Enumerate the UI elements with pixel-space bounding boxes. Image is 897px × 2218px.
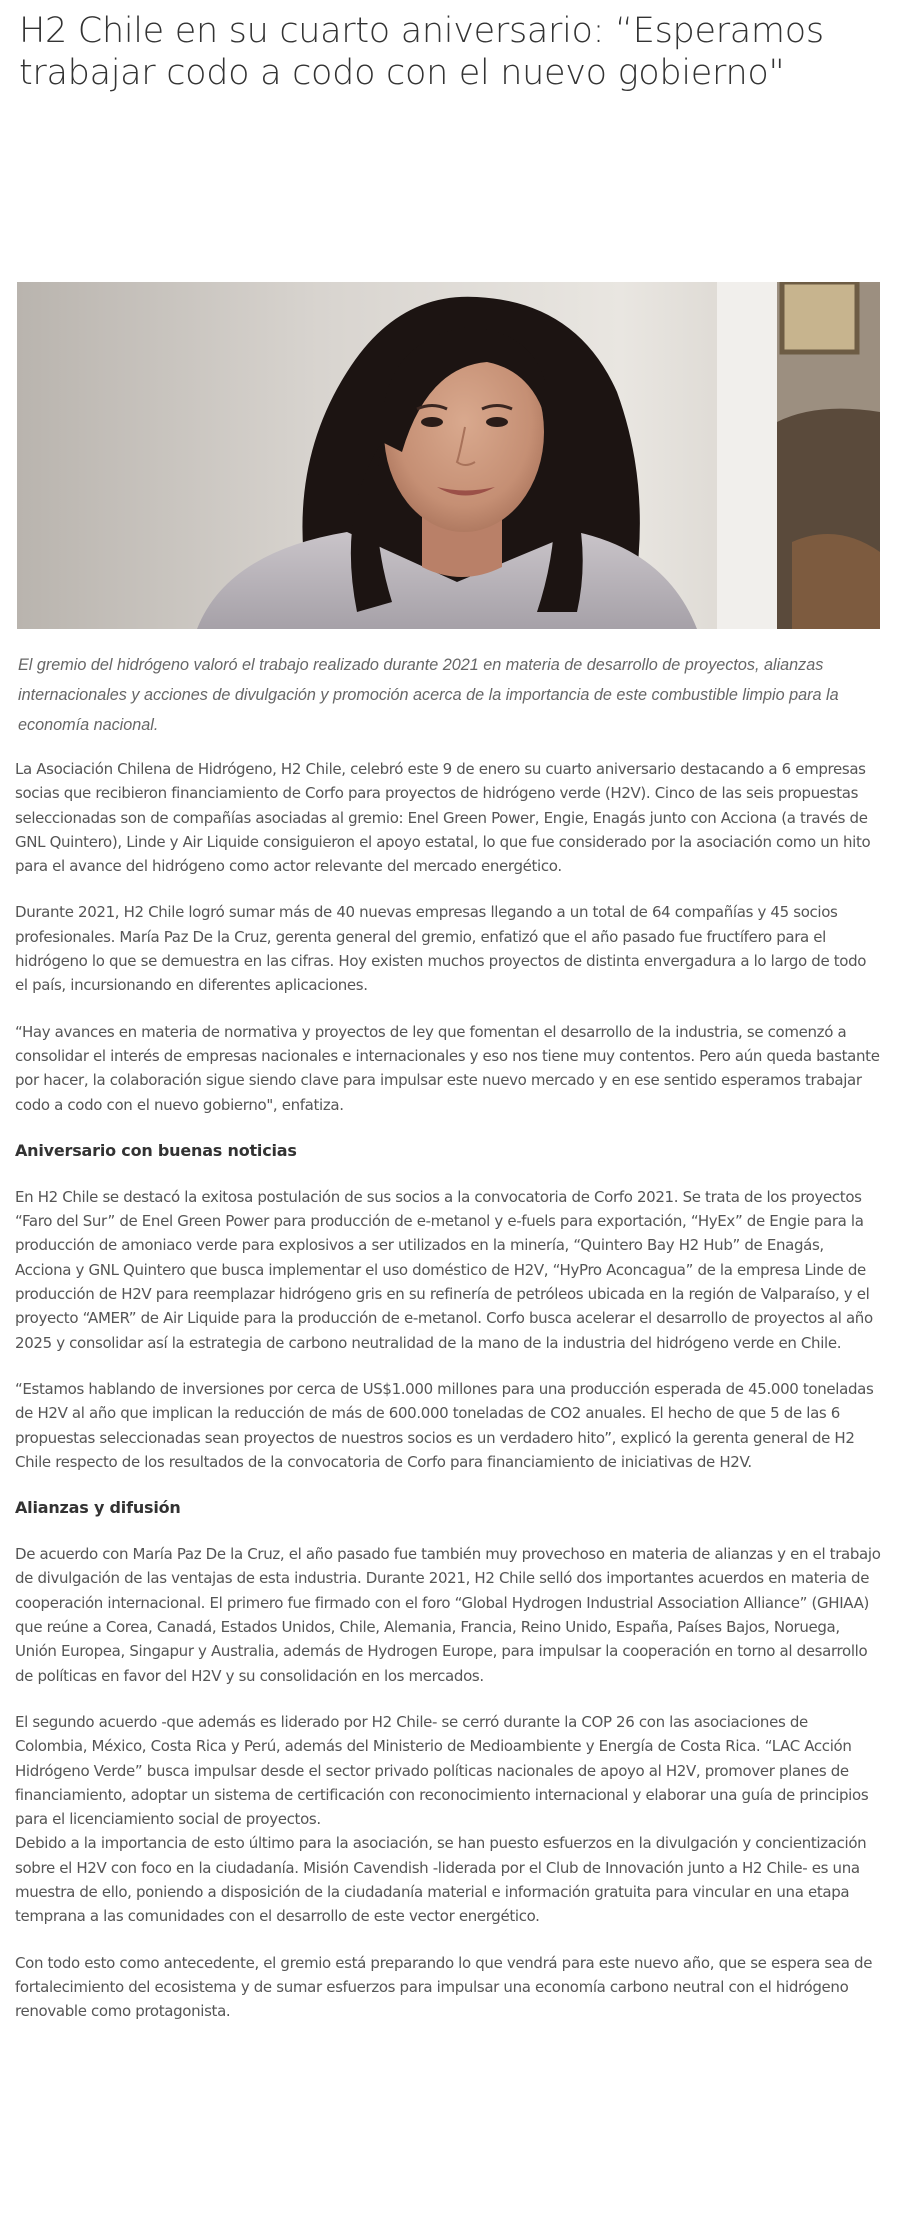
paragraph: Durante 2021, H2 Chile logró sumar más de 40 nuevas empresas llegando a un total de 64 compañías y 45 socios profesionales. María Paz De la Cruz, gerenta general del gremio, enfatizó que el año pasado fue fructífero para el hidrógeno lo que se demuestra en las cifras. Hoy existen muchos proyectos de distinta envergadura a lo largo de todo el país, incursionando en diferentes aplicaciones. xyxy=(15,903,867,995)
paragraph: Con todo esto como antecedente, el gremio está preparando lo que vendrá para este nuevo año, que se espera sea de fortalecimiento del ecosistema y de sumar esfuerzos para impulsar una economía carbono neutral con el hidrógeno renovable como protagonista. xyxy=(15,1953,873,2021)
portrait-image xyxy=(17,282,880,629)
paragraph: “Hay avances en materia de normativa y proyectos de ley que fomentan el desarrollo de la industria, se comenzó a consolidar el interés de empresas nacionales e internacionales y eso nos tiene muy contentos. Pero aún queda bastante por hacer, la colaboración sigue siendo clave para impulsar este nuevo mercado y en ese sentido esperamos trabajar codo a codo con el nuevo gobierno", enfatiza. xyxy=(15,1022,880,1114)
photo-caption: El gremio del hidrógeno valoró el trabajo realizado durante 2021 en materia de desarrollo de proyectos, alianzas internacionales y acciones de divulgación y promoción acerca de la importancia de este combustible limpio para la economía nacional. xyxy=(18,656,839,734)
paragraph: “Estamos hablando de inversiones por cerca de US$1.000 millones para una producción esperada de 45.000 toneladas de H2V al año que implican la reducción de más de 600.000 toneladas de CO2 anuales. El hecho de que 5 de las 6 propuestas seleccionadas sean proyectos de nuestros socios es un verdadero hito”, explicó la gerenta general de H2 Chile respecto de los resultados de la convocatoria de Corfo para financiamiento de iniciativas de H2V. xyxy=(15,1379,874,1471)
paragraph: Debido a la importancia de esto último para la asociación, se han puesto esfuerzos en la divulgación y concientización sobre el H2V con foco en la ciudadanía. Misión Cavendish -liderada por el Club de Innovación junto a H2 Chile- es una muestra de ello, poniendo a disposición de la ciudadanía material e información gratuita para vincular en una etapa temprana a las comunidades con el desarrollo de este vector energético. xyxy=(15,1834,867,1926)
article-photo xyxy=(17,282,880,629)
paragraph: El segundo acuerdo -que además es liderado por H2 Chile- se cerró durante la COP 26 con las asociaciones de Colombia, México, Costa Rica y Perú, además del Ministerio de Medioambiente y Energía de Costa Rica. “LAC Acción Hidrógeno Verde” busca impulsar desde el sector privado políticas nacionales de apoyo al H2V, promover planes de financiamiento, adoptar un sistema de certificación con reconocimiento internacional y elaborar una guía de principios para el licenciamiento social de proyectos. xyxy=(15,1712,869,1829)
section-heading-alianzas: Alianzas y difusión xyxy=(15,1498,181,1518)
paragraph: De acuerdo con María Paz De la Cruz, el año pasado fue también muy provechoso en materia de alianzas y en el trabajo de divulgación de las ventajas de esta industria. Durante 2021, H2 Chile selló dos importantes acuerdos en materia de cooperación internacional. El primero fue firmado con el foro “Global Hydrogen Industrial Association Alliance” (GHIAA) que reúne a Corea, Canadá, Estados Unidos, Chile, Alemania, Francia, Reino Unido, España, Países Bajos, Noruega, Unión Europea, Singapur y Australia, además de Hydrogen Europe, para impulsar la cooperación en torno al desarrollo de políticas en favor del H2V y su consolidación en los mercados. xyxy=(15,1545,881,1685)
article-title: H2 Chile en su cuarto aniversario: “Esperamos trabajar codo a codo con el nuevo gobierno" xyxy=(19,11,824,93)
section-heading-aniversario: Aniversario con buenas noticias xyxy=(15,1140,297,1160)
paragraph: La Asociación Chilena de Hidrógeno, H2 Chile, celebró este 9 de enero su cuarto aniversario destacando a 6 empresas socias que recibieron financiamiento de Corfo para proyectos de hidrógeno verde (H2V). Cinco de las seis propuestas seleccionadas son de compañías asociadas al gremio: Enel Green Power, Engie, Enagás junto con Acciona (a través de GNL Quintero), Linde y Air Liquide consiguieron el apoyo estatal, lo que fue considerado por la asociación como un hito para el avance del hidrógeno como actor relevante del mercado energético. xyxy=(15,760,871,876)
article-body xyxy=(15,757,882,2045)
paragraph: En H2 Chile se destacó la exitosa postulación de sus socios a la convocatoria de Corfo 2021. Se trata de los proyectos “Faro del Sur” de Enel Green Power para producción de e-metanol y e-fuels para exportación, “HyEx” de Engie para la producción de amoniaco verde para explosivos a ser utilizados en la minería, “Quintero Bay H2 Hub” de Enagás, Acciona y GNL Quintero que busca implementar el uso doméstico de H2V, “HyPro Aconcagua” de la empresa Linde de producción de H2V para reemplazar hidrógeno gris en su refinería de petróleos ubicada en la región de Valparaíso, y el proyecto “AMER” de Air Liquide para la producción de e-metanol. Corfo busca acelerar el desarrollo de proyectos al año 2025 y consolidar así la estrategia de carbono neutralidad de la mano de la industria del hidrógeno verde en Chile. xyxy=(15,1187,873,1352)
